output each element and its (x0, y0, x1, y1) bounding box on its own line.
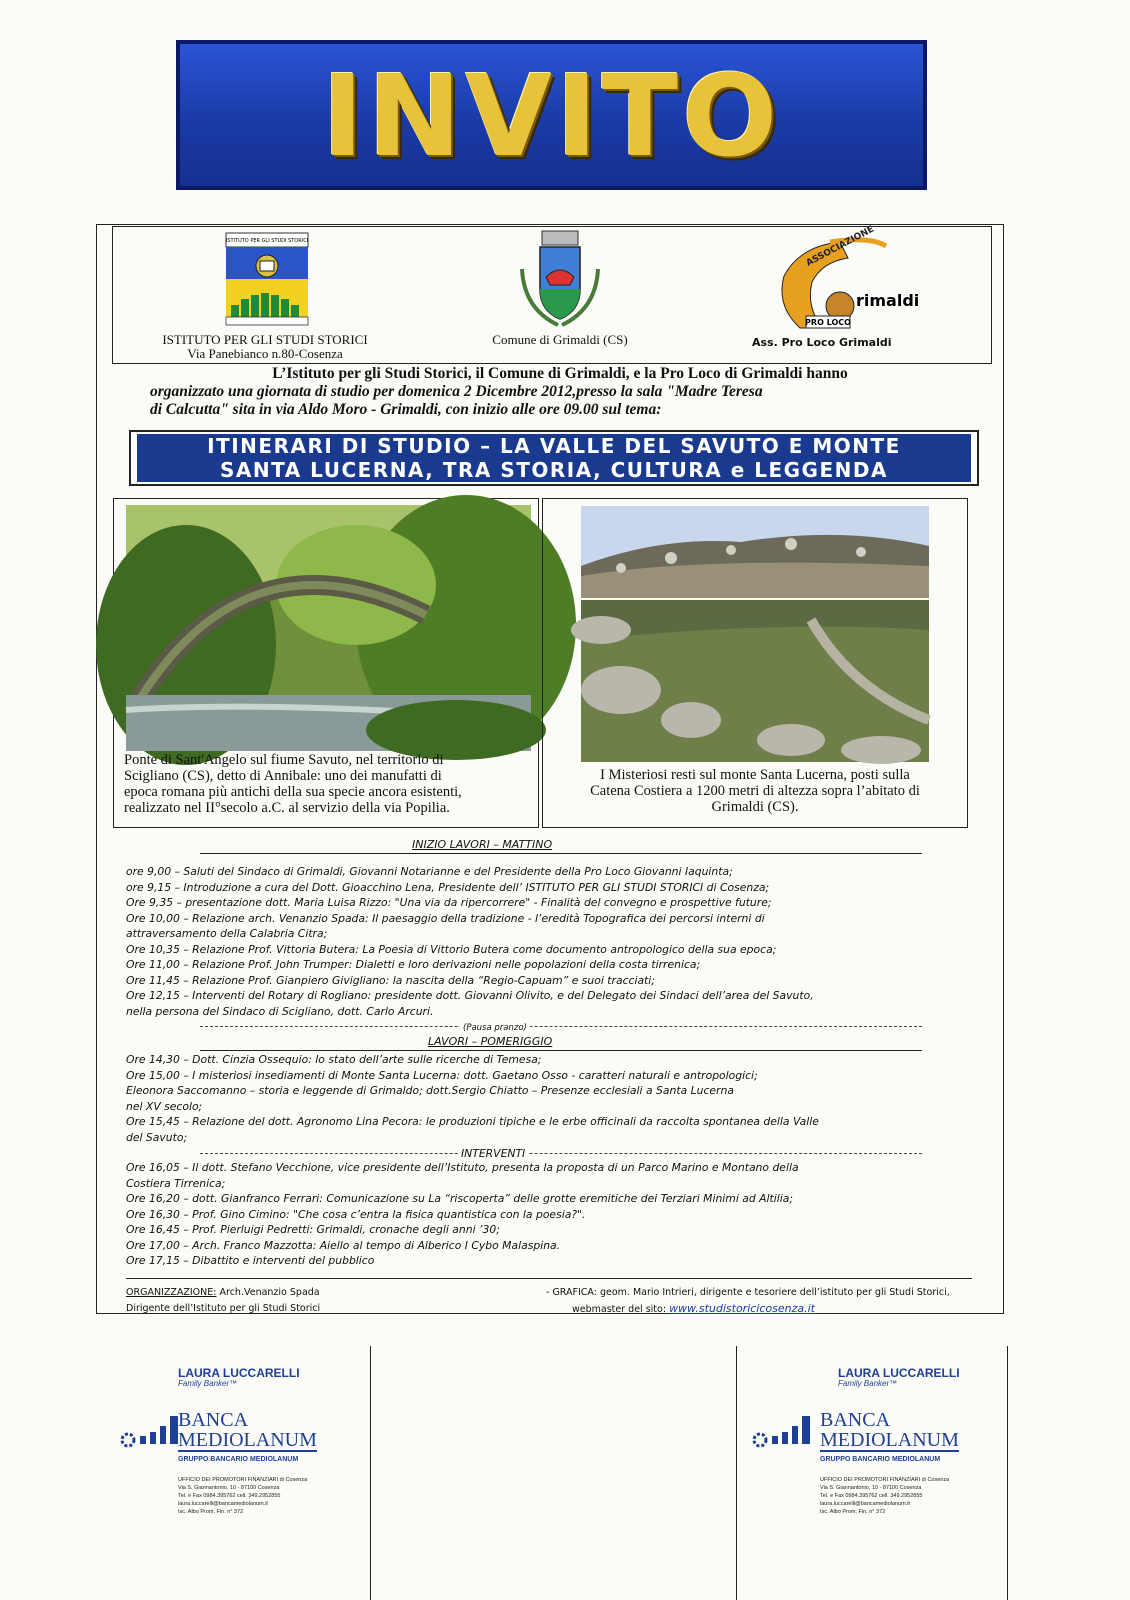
tel-line: Tel. e Fax 0984.395762 cell. 349.2952855 (178, 1493, 281, 1499)
istituto-shield-text: ISTITUTO PER GLI STUDI STORICI (225, 238, 309, 244)
theme-box (129, 430, 979, 486)
bridge-caption (124, 752, 536, 816)
ruins-caption-line: Grimaldi (CS). (711, 799, 799, 815)
credits-graphics (546, 1285, 950, 1317)
pause-rule (200, 1026, 922, 1027)
sponsor-name: LAURA LUCCARELLI (838, 1366, 960, 1380)
afternoon-schedule (126, 1052, 819, 1145)
istituto-caption (150, 333, 380, 361)
schedule-item: Ore 10,35 – Relazione Prof. Vittoria Butera: La Poesia di Vittorio Butera come documento antropologico della sua epoca; (126, 942, 777, 956)
schedule-item: Ore 12,15 – Interventi del Rotary di Rogliano: presidente dott. Giovanni Olivito, e del Delegato dei Sindaci dell’area del Savuto, (126, 989, 814, 1002)
proloco-logo (770, 224, 920, 336)
schedule-item: Ore 16,20 – dott. Gianfranco Ferrari: Comunicazione su La “riscoperta” delle grotte eremitiche dei Terziari Minimi ad Altilia; (126, 1192, 794, 1205)
schedule-item: Ore 11,45 – Relazione Prof. Gianpiero Givigliano: la nascita della “Regio-Capuam” e suoi tracciati; (126, 973, 655, 987)
sponsor-role: Family Banker™ (178, 1379, 238, 1388)
program-end-rule (126, 1278, 972, 1279)
address-line: Via S. Giannantonio, 10 - 87100 Cosenza (820, 1485, 922, 1491)
ruins-photo-bottom (581, 600, 929, 762)
website-link[interactable]: www.studistoricicosenza.it (669, 1301, 815, 1315)
schedule-item: Ore 16,45 – Prof. Pierluigi Pedretti: Grimaldi, cronache degli anni ’30; (126, 1223, 500, 1236)
bridge-caption-line: realizzato nel II°secolo a.C. al servizio della via Popilia. (124, 800, 450, 816)
right-card-border (1007, 1346, 1008, 1600)
bank-name-1: BANCA (820, 1409, 891, 1431)
schedule-item: ore 9,15 – Introduzione a cura del Dott. Gioacchino Lena, Presidente dell’ ISTITUTO PER GLI STUDI STORICI di Cosenza; (126, 880, 770, 894)
interventi-schedule (126, 1160, 799, 1269)
graphics-credit: - GRAFICA: geom. Mario Intrieri, dirigente e tesoriere dell’istituto per gli Studi Storici, (546, 1287, 950, 1298)
comune-caption: Comune di Grimaldi (CS) (492, 332, 628, 347)
office-line: UFFICIO DEI PROMOTORI FINANZIARI di Cosenza (820, 1477, 950, 1483)
ruins-caption-line: I Misteriosi resti sul monte Santa Lucerna, posti sulla (600, 767, 910, 783)
comune-coat-of-arms (510, 229, 610, 333)
istituto-address: Via Panebianco n.80-Cosenza (187, 346, 343, 361)
bridge-caption-line: Scigliano (CS), detto di Annibale: uno dei manufatti di (124, 768, 442, 784)
org-name: Arch.Venanzio Spada (219, 1287, 320, 1298)
bridge-photo (126, 505, 531, 751)
schedule-item: Ore 11,00 – Relazione Prof. John Trumper: Dialetti e loro derivazioni nelle popolazioni della costa tirrenica; (126, 958, 701, 971)
bank-group: GRUPPO BANCARIO MEDIOLANUM (178, 1456, 299, 1463)
right-card-divider (736, 1346, 737, 1600)
proloco-arc-text: ASSOCIAZIONE (804, 224, 876, 269)
schedule-item: nel XV secolo; (126, 1099, 203, 1113)
credits-org (126, 1285, 320, 1316)
schedule-item: Eleonora Saccomanno – storia e leggende di Grimaldo; dott.Sergio Chiatto – Presenze ecclesiali a Santa Lucerna (126, 1084, 734, 1097)
istituto-name: ISTITUTO PER GLI STUDI STORICI (162, 332, 368, 347)
morning-header: INIZIO LAVORI – MATTINO (412, 838, 553, 851)
sponsor-name: LAURA LUCCARELLI (178, 1366, 300, 1380)
intro-line-1: L’Istituto per gli Studi Storici, il Comune di Grimaldi, e la Pro Loco di Grimaldi hanno (272, 365, 848, 382)
intro-text (150, 365, 970, 419)
mediolanum-logo-icon (752, 1412, 816, 1452)
schedule-item: Ore 15,45 – Relazione del dott. Agronomo Lina Pecora: le produzioni tipiche e le erbe officinali da raccolta spontanea della Valle (126, 1115, 819, 1128)
bank-group: GRUPPO BANCARIO MEDIOLANUM (820, 1456, 941, 1463)
ruins-caption (546, 767, 964, 815)
theme-line-1: ITINERARI DI STUDIO – LA VALLE DEL SAVUTO E MONTE (207, 434, 901, 458)
left-card-border (370, 1346, 371, 1600)
ruins-caption-line: Catena Costiera a 1200 metri di altezza sopra l’abitato di (590, 783, 920, 799)
albo-line: Isc. Albo Prom. Fin. n° 372 (820, 1509, 886, 1515)
istituto-logo (226, 233, 308, 328)
bridge-caption-line: Ponte di Sant'Angelo sul fiume Savuto, nel territorio di (124, 752, 444, 768)
org-role: Dirigente dell’Istituto per gli Studi Storici (126, 1302, 321, 1314)
afternoon-rule (200, 1050, 922, 1051)
schedule-item: Ore 16,05 – Il dott. Stefano Vecchione, vice presidente dell’Istituto, presenta la proposta di un Parco Marino e Montano della (126, 1161, 799, 1174)
schedule-item: Ore 9,35 – presentazione dott. Maria Luisa Rizzo: "Una via da ripercorrere" - Finalità del convegno e prospettive future; (126, 896, 772, 909)
schedule-item: del Savuto; (126, 1130, 188, 1144)
proloco-badge: PRO LOCO (805, 318, 851, 327)
albo-line: Isc. Albo Prom. Fin. n° 372 (178, 1509, 244, 1515)
email-line: laura.luccarelli@bancamediolanum.it (178, 1501, 268, 1507)
address-line: Via S. Giannantonio, 10 - 87100 Cosenza (178, 1485, 280, 1491)
schedule-item: Ore 14,30 – Dott. Cinzia Ossequio: lo stato dell’arte sulle ricerche di Temesa; (126, 1053, 542, 1066)
pause-label: (Pausa pranzo) (460, 1021, 530, 1037)
schedule-item: Ore 15,00 – I misteriosi insediamenti di Monte Santa Lucerna: dott. Gaetano Osso - caratteri naturali e antropologici; (126, 1068, 758, 1082)
office-line: UFFICIO DEI PROMOTORI FINANZIARI di Cosenza (178, 1477, 308, 1483)
sponsor-contacts (178, 1476, 307, 1516)
org-label: ORGANIZZAZIONE: (126, 1287, 217, 1298)
morning-rule (200, 853, 922, 854)
schedule-item: nella persona del Sindaco di Scigliano, dott. Carlo Arcuri. (126, 1004, 434, 1018)
afternoon-header: LAVORI – POMERIGGIO (428, 1035, 553, 1048)
schedule-item: Ore 17,15 – Dibattito e interventi del pubblico (126, 1254, 375, 1267)
tel-line: Tel. e Fax 0984.395762 cell. 349.2952855 (820, 1493, 923, 1499)
interventi-rule (200, 1153, 922, 1154)
bridge-caption-line: epoca romana più antichi della sua specie ancora esistenti, (124, 784, 462, 800)
proloco-caption: Ass. Pro Loco Grimaldi (752, 336, 892, 349)
schedule-item: ore 9,00 – Saluti del Sindaco di Grimaldi, Giovanni Notarianne e del Presidente della Pro Loco Giovanni Iaquinta; (126, 865, 733, 878)
schedule-item: attraversamento della Calabria Citra; (126, 927, 328, 940)
schedule-item: Ore 17,00 – Arch. Franco Mazzotta: Aiello al tempo di Alberico I Cybo Malaspina. (126, 1238, 561, 1252)
schedule-item: Ore 16,30 – Prof. Gino Cimino: "Che cosa c’entra la fisica quantistica con la poesia?". (126, 1207, 586, 1221)
email-line: laura.luccarelli@bancamediolanum.it (820, 1501, 910, 1507)
morning-schedule (126, 864, 814, 1019)
intro-line-3: di Calcutta" sita in via Aldo Moro - Grimaldi, con inizio alle ore 09.00 sul tema: (150, 401, 662, 418)
schedule-item: Costiera Tirrenica; (126, 1176, 226, 1190)
bank-name-2: MEDIOLANUM (178, 1429, 317, 1451)
sponsor-role: Family Banker™ (838, 1379, 898, 1388)
banner-title: INVITO (321, 52, 782, 182)
sponsor-contacts (820, 1476, 949, 1516)
schedule-item: Ore 10,00 – Relazione arch. Venanzio Spada: Il paesaggio della tradizione - l’eredità Topografica dei percorsi interni di (126, 911, 765, 925)
web-label: webmaster del sito: (572, 1303, 667, 1315)
proloco-name: rimaldi (856, 291, 920, 310)
invito-banner (176, 40, 927, 190)
intro-line-2: organizzato una giornata di studio per domenica 2 Dicembre 2012,presso la sala "Madre Teresa (150, 383, 763, 400)
bank-name-2: MEDIOLANUM (820, 1429, 959, 1451)
mediolanum-logo-icon (120, 1412, 184, 1452)
bank-name-1: BANCA (178, 1409, 249, 1431)
theme-line-2: SANTA LUCERNA, TRA STORIA, CULTURA e LEGGENDA (220, 458, 888, 482)
ruins-photo-top (581, 506, 929, 598)
interventi-header: INTERVENTI (458, 1146, 528, 1162)
